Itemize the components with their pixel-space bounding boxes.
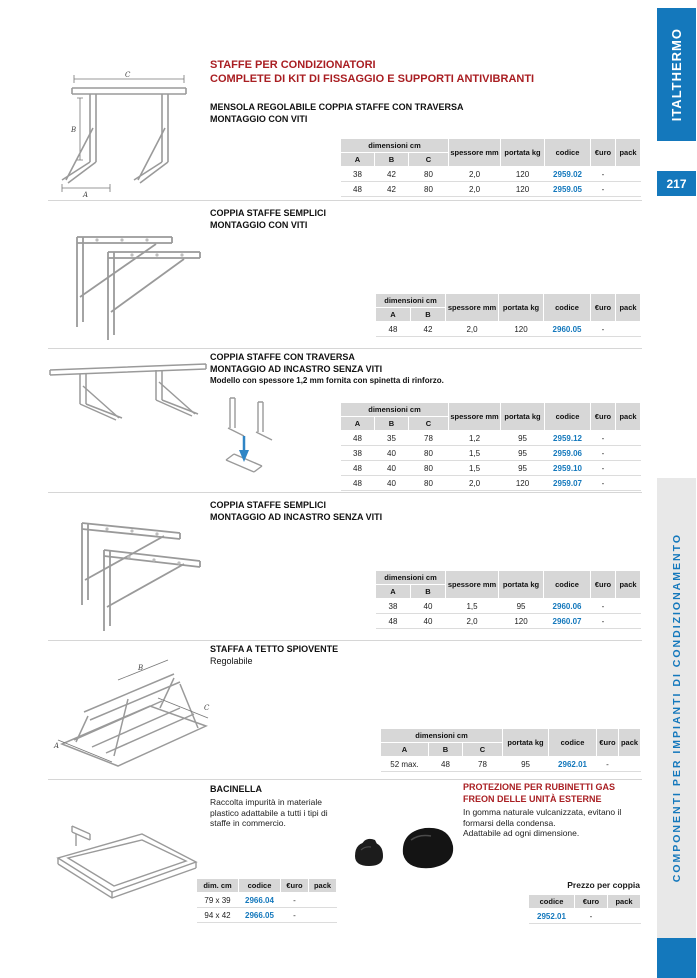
- dim-label-b: B: [71, 126, 77, 134]
- table-cell: 35: [375, 431, 409, 446]
- assembly-arrow-icon: [239, 436, 249, 462]
- header-dim-b: B: [375, 153, 409, 167]
- section-semplici-incastro-heading: [210, 500, 382, 523]
- header-euro: €uro: [591, 403, 616, 431]
- table-tetto-body: [381, 757, 641, 772]
- header-portata: portata kg: [499, 571, 544, 599]
- header-pack: pack: [608, 895, 641, 909]
- table-semplici-viti-body: [376, 322, 641, 337]
- brand-logo-text: ITALTHERMO: [669, 27, 684, 122]
- section-protezione-body2: Adattabile ad ogni dimensione.: [463, 828, 580, 838]
- category-strip: [657, 478, 696, 938]
- section-traversa-heading: [210, 352, 382, 375]
- table-bacinella-body: [197, 893, 337, 923]
- table-cell: 95: [503, 757, 549, 772]
- header-euro: €uro: [575, 895, 608, 909]
- header-dim-a: A: [341, 417, 375, 431]
- codice-cell: 2959.07: [545, 476, 591, 491]
- header-pack: pack: [616, 139, 641, 167]
- codice-cell: 2959.02: [545, 167, 591, 182]
- table-cell: 52 max.: [381, 757, 429, 772]
- table-cell: 120: [501, 167, 545, 182]
- table-cell: 38: [341, 446, 375, 461]
- table-cell: 48: [341, 431, 375, 446]
- codice-cell: 2960.05: [544, 322, 591, 337]
- header-euro: €uro: [281, 879, 309, 893]
- section-semplici-incastro-subtitle: MONTAGGIO AD INCASTRO SENZA VITI: [210, 511, 383, 522]
- table-cell: -: [591, 431, 616, 446]
- section-divider: [48, 640, 642, 641]
- table-cell: 2,0: [449, 182, 501, 197]
- codice-cell: 2959.12: [545, 431, 591, 446]
- table-row: [529, 909, 641, 924]
- section-divider: [48, 348, 642, 349]
- section-tetto-heading: [210, 644, 338, 667]
- table-semplici-incastro: [375, 570, 641, 629]
- page-title-line2: COMPLETE DI KIT DI FISSAGGIO E SUPPORTI ANTIVIBRANTI: [210, 73, 535, 85]
- table-cell: [616, 322, 641, 337]
- table-cell: 48: [376, 322, 411, 337]
- section-tetto-subtitle: Regolabile: [210, 655, 253, 666]
- codice-cell: 2966.04: [239, 893, 281, 908]
- table-row: [341, 461, 641, 476]
- header-spessore: spessore mm: [446, 294, 499, 322]
- table-cell: 94 x 42: [197, 908, 239, 923]
- header-spessore: spessore mm: [446, 571, 499, 599]
- table-cell: [616, 431, 641, 446]
- codice-cell: 2960.07: [544, 614, 591, 629]
- dim-label-a: A: [83, 191, 89, 198]
- drawing-mensola-traversa: [52, 70, 204, 198]
- header-portata: portata kg: [501, 403, 545, 431]
- table-cell: 2,0: [446, 322, 499, 337]
- drawing-staffa-tetto: [48, 648, 216, 776]
- table-cell: [616, 446, 641, 461]
- table-cell: -: [281, 893, 309, 908]
- table-cell: 78: [463, 757, 503, 772]
- section-mensola-heading: [210, 102, 464, 125]
- codice-cell: 2959.05: [545, 182, 591, 197]
- header-dim-a: A: [376, 585, 411, 599]
- header-dim-a: A: [381, 743, 429, 757]
- table-row: [341, 476, 641, 491]
- header-dim-b: B: [429, 743, 463, 757]
- table-cell: 95: [501, 446, 545, 461]
- table-cell: -: [591, 461, 616, 476]
- section-bacinella-title: BACINELLA: [210, 784, 262, 794]
- table-cell: 95: [499, 599, 544, 614]
- table-cell: 95: [501, 461, 545, 476]
- table-cell: 38: [376, 599, 411, 614]
- section-divider: [48, 779, 642, 780]
- table-cell: 95: [501, 431, 545, 446]
- table-cell: 2,0: [446, 614, 499, 629]
- header-euro: €uro: [591, 294, 616, 322]
- section-traversa-note: Modello con spessore 1,2 mm fornita con spinetta di rinforzo.: [210, 376, 444, 385]
- header-spessore: spessore mm: [449, 403, 501, 431]
- table-cell: -: [591, 182, 616, 197]
- page-title-line1: STAFFE PER CONDIZIONATORI: [210, 59, 376, 71]
- table-tetto: [380, 728, 641, 772]
- table-cell: [616, 461, 641, 476]
- table-cell: 1,5: [449, 461, 501, 476]
- table-traversa-incastro-body: [341, 431, 641, 491]
- header-codice: codice: [545, 403, 591, 431]
- table-protezione: [528, 894, 641, 924]
- page-number-box: [657, 171, 696, 196]
- table-cell: 1,5: [446, 599, 499, 614]
- table-cell: [616, 476, 641, 491]
- photo-gomma-caps: [345, 816, 463, 874]
- section-traversa-subtitle: MONTAGGIO AD INCASTRO SENZA VITI: [210, 363, 383, 374]
- table-cell: 48: [429, 757, 463, 772]
- table-cell: 42: [411, 322, 446, 337]
- table-cell: 80: [409, 476, 449, 491]
- section-tetto-title: STAFFA A TETTO SPIOVENTE: [210, 644, 339, 654]
- table-cell: -: [591, 446, 616, 461]
- header-dim-b: B: [375, 417, 409, 431]
- dim-label-c: C: [204, 704, 210, 712]
- table-cell: -: [591, 167, 616, 182]
- header-euro: €uro: [591, 139, 616, 167]
- section-protezione-heading: PROTEZIONE PER RUBINETTI GAS FREON DELLE UNITÀ ESTERNE: [463, 782, 616, 804]
- page-number: 217: [666, 176, 687, 191]
- table-bacinella: [196, 878, 337, 923]
- header-dim-b: B: [411, 308, 446, 322]
- dim-label-b: B: [138, 664, 144, 672]
- table-row: [197, 908, 337, 923]
- header-portata: portata kg: [499, 294, 544, 322]
- drawing-traversa-incastro: [46, 356, 214, 434]
- table-cell: 80: [409, 182, 449, 197]
- table-cell: 40: [411, 614, 446, 629]
- codice-cell: 2959.10: [545, 461, 591, 476]
- table-cell: 40: [375, 461, 409, 476]
- table-cell: -: [281, 908, 309, 923]
- table-cell: 1,2: [449, 431, 501, 446]
- table-mensola-body: [341, 167, 641, 197]
- table-cell: 40: [375, 446, 409, 461]
- bottom-color-block: [657, 938, 696, 978]
- header-spessore: spessore mm: [449, 139, 501, 167]
- section-semplici-viti-subtitle: MONTAGGIO CON VITI: [210, 219, 308, 230]
- table-cell: 48: [376, 614, 411, 629]
- table-row: [376, 614, 641, 629]
- table-cell: 78: [409, 431, 449, 446]
- header-euro: €uro: [597, 729, 619, 757]
- codice-cell: 2966.05: [239, 908, 281, 923]
- drawing-staffe-semplici-viti: [52, 212, 204, 344]
- section-semplici-incastro-title: COPPIA STAFFE SEMPLICI: [210, 500, 327, 510]
- table-cell: -: [591, 614, 616, 629]
- section-traversa-title: COPPIA STAFFE CON TRAVERSA: [210, 352, 355, 362]
- header-dimensioni: dimensioni cm: [341, 403, 449, 417]
- header-pack: pack: [616, 403, 641, 431]
- header-dim-c: C: [409, 153, 449, 167]
- table-cell: 79 x 39: [197, 893, 239, 908]
- header-dim-b: B: [411, 585, 446, 599]
- table-cell: 48: [341, 476, 375, 491]
- codice-cell: 2952.01: [529, 909, 575, 924]
- page-title: [210, 58, 534, 86]
- table-cell: [616, 614, 641, 629]
- codice-cell: 2960.06: [544, 599, 591, 614]
- table-cell: 38: [341, 167, 375, 182]
- table-cell: -: [597, 757, 619, 772]
- table-cell: 48: [341, 182, 375, 197]
- section-bacinella-heading: [210, 784, 262, 796]
- table-cell: 40: [411, 599, 446, 614]
- table-cell: 48: [341, 461, 375, 476]
- table-cell: 80: [409, 461, 449, 476]
- table-cell: 2,0: [449, 167, 501, 182]
- table-cell: [616, 182, 641, 197]
- table-row: [197, 893, 337, 908]
- header-dimensioni: dimensioni cm: [376, 294, 446, 308]
- header-codice: codice: [544, 571, 591, 599]
- brand-banner: [657, 8, 696, 141]
- table-cell: -: [591, 322, 616, 337]
- section-semplici-viti-title: COPPIA STAFFE SEMPLICI: [210, 208, 327, 218]
- header-dimensioni: dimensioni cm: [381, 729, 503, 743]
- header-dim-short: dim. cm: [197, 879, 239, 893]
- header-codice: codice: [544, 294, 591, 322]
- header-pack: pack: [616, 294, 641, 322]
- header-pack: pack: [616, 571, 641, 599]
- table-cell: [309, 908, 337, 923]
- table-cell: [309, 893, 337, 908]
- drawing-incastro-detail: [214, 392, 288, 476]
- section-mensola-subtitle: MONTAGGIO CON VITI: [210, 113, 308, 124]
- table-row: [341, 182, 641, 197]
- section-mensola-title: MENSOLA REGOLABILE COPPIA STAFFE CON TRAVERSA: [210, 102, 464, 112]
- header-dimensioni: dimensioni cm: [376, 571, 446, 585]
- table-row: [341, 431, 641, 446]
- table-cell: 120: [501, 476, 545, 491]
- table-row: [376, 599, 641, 614]
- header-dim-a: A: [341, 153, 375, 167]
- header-codice: codice: [545, 139, 591, 167]
- table-cell: [619, 757, 641, 772]
- dim-label-a: A: [54, 742, 60, 750]
- header-euro: €uro: [591, 571, 616, 599]
- header-dim-c: C: [463, 743, 503, 757]
- price-per-pair-label: Prezzo per coppia: [567, 880, 640, 890]
- table-cell: [616, 599, 641, 614]
- header-portata: portata kg: [501, 139, 545, 167]
- table-cell: 40: [375, 476, 409, 491]
- table-cell: -: [591, 599, 616, 614]
- header-codice: codice: [239, 879, 281, 893]
- table-row: [341, 446, 641, 461]
- codice-cell: 2959.06: [545, 446, 591, 461]
- header-dimensioni: dimensioni cm: [341, 139, 449, 153]
- table-cell: 80: [409, 167, 449, 182]
- table-traversa-incastro: [340, 402, 641, 491]
- drawing-staffe-semplici-incastro: [52, 505, 204, 633]
- table-cell: 120: [501, 182, 545, 197]
- header-pack: pack: [309, 879, 337, 893]
- header-pack: pack: [619, 729, 641, 757]
- header-codice: codice: [549, 729, 597, 757]
- table-cell: 120: [499, 614, 544, 629]
- table-cell: [608, 909, 641, 924]
- table-protezione-body: [529, 909, 641, 924]
- section-divider: [48, 200, 642, 201]
- table-row: [376, 322, 641, 337]
- section-divider: [48, 492, 642, 493]
- table-mensola: [340, 138, 641, 197]
- table-cell: 42: [375, 167, 409, 182]
- section-semplici-viti-heading: [210, 208, 326, 231]
- table-cell: 80: [409, 446, 449, 461]
- section-protezione-body1: In gomma naturale vulcanizzata, evitano il formarsi della condensa.: [463, 807, 622, 828]
- header-portata: portata kg: [503, 729, 549, 757]
- codice-cell: 2962.01: [549, 757, 597, 772]
- table-cell: 2,0: [449, 476, 501, 491]
- header-codice: codice: [529, 895, 575, 909]
- section-bacinella-body: Raccolta impurità in materiale plastico adattabile a tutti i tipi di staffe in commercio.: [210, 797, 328, 828]
- table-cell: 42: [375, 182, 409, 197]
- table-row: [381, 757, 641, 772]
- table-row: [341, 167, 641, 182]
- table-cell: -: [591, 476, 616, 491]
- dim-label-c: C: [125, 71, 131, 79]
- drawing-bacinella: [50, 806, 202, 910]
- table-cell: 120: [499, 322, 544, 337]
- header-dim-a: A: [376, 308, 411, 322]
- table-cell: 1,5: [449, 446, 501, 461]
- table-cell: [616, 167, 641, 182]
- table-cell: -: [575, 909, 608, 924]
- header-dim-c: C: [409, 417, 449, 431]
- table-semplici-viti: [375, 293, 641, 337]
- category-strip-text: COMPONENTI PER IMPIANTI DI CONDIZIONAMENTO: [670, 533, 683, 883]
- table-semplici-incastro-body: [376, 599, 641, 629]
